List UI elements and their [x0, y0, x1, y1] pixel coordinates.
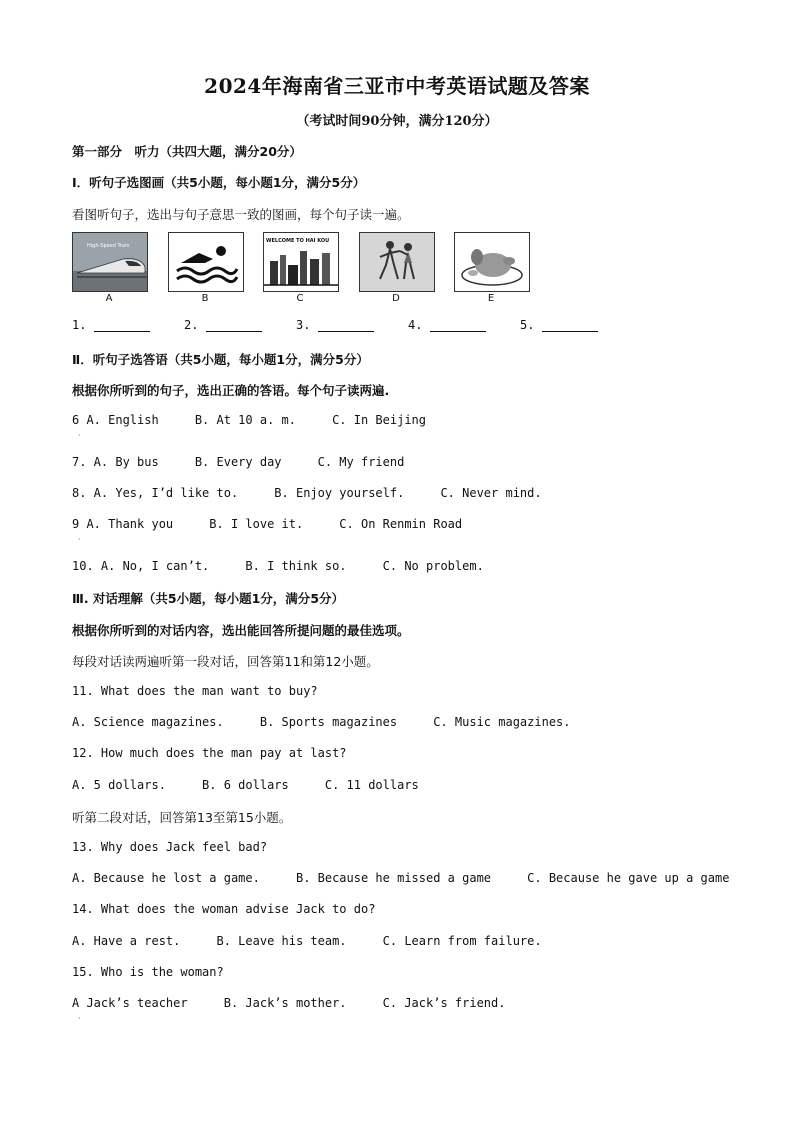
question-14: 14. What does the woman advise Jack to do?: [72, 902, 376, 916]
picture-c-caption: WELCOME TO HAI KOU: [266, 238, 330, 244]
mark-dot: ·: [78, 431, 81, 440]
question-11-options: A. Science magazines. B. Sports magazines C. Music magazines.: [72, 715, 571, 729]
picture-label-e: E: [487, 293, 495, 304]
question-9: 9 A. Thank you B. I love it. C. On Renmin Road: [72, 517, 463, 531]
section3-instruction: 根据你所听到的对话内容，选出能回答所提问题的最佳选项。: [72, 623, 410, 638]
blank-underline: [318, 319, 374, 332]
question-13-options: A. Because he lost a game. B. Because he missed a game C. Because he gave up a game: [72, 871, 730, 885]
blank-2[interactable]: [184, 318, 262, 332]
blank-4[interactable]: [408, 318, 486, 332]
picture-b: [168, 232, 244, 292]
question-15: 15. Who is the woman?: [72, 965, 224, 979]
blank-number: 1.: [72, 318, 87, 332]
section1-instruction: 看图听句子，选出与句子意思一致的图画，每个句子读一遍。: [72, 207, 410, 222]
picture-d: [359, 232, 435, 292]
picture-a: [72, 232, 148, 292]
dancing-icon: [360, 233, 434, 291]
section3-heading: Ⅲ. 对话理解（共5小题，每小题1分，满分5分）: [72, 591, 345, 606]
blank-number: 4.: [408, 318, 423, 332]
blank-underline: [206, 319, 262, 332]
document-title: 2024年海南省三亚市中考英语试题及答案: [204, 74, 590, 98]
picture-label-b: B: [201, 293, 209, 304]
blank-number: 5.: [520, 318, 535, 332]
blank-underline: [542, 319, 598, 332]
question-15-options: A Jack’s teacher B. Jack’s mother. C. Jack’s friend.: [72, 996, 506, 1010]
high-speed-train-icon: [73, 233, 147, 291]
question-12: 12. How much does the man pay at last?: [72, 746, 347, 760]
blank-5[interactable]: [520, 318, 598, 332]
section1-heading: Ⅰ．听句子选图画（共5小题，每小题1分，满分5分）: [72, 175, 366, 190]
mark-dot: ·: [78, 1014, 81, 1023]
question-7: 7. A. By bus B. Every day C. My friend: [72, 455, 405, 469]
picture-c: [263, 232, 339, 292]
question-14-options: A. Have a rest. B. Leave his team. C. Learn from failure.: [72, 934, 542, 948]
dialog2-intro: 听第二段对话，回答第13至第15小题。: [72, 810, 292, 825]
section2-heading: Ⅱ．听句子选答语（共5小题，每小题1分，满分5分）: [72, 352, 369, 367]
blank-number: 3.: [296, 318, 311, 332]
question-12-options: A. 5 dollars. B. 6 dollars C. 11 dollars: [72, 778, 419, 792]
blank-underline: [94, 319, 150, 332]
part1-heading: 第一部分 听力（共四大题，满分20分）: [72, 144, 302, 159]
section2-instruction: 根据你所听到的句子，选出正确的答语。每个句子读两遍.: [72, 383, 390, 398]
swimming-icon: [169, 233, 243, 291]
blank-underline: [430, 319, 486, 332]
blank-3[interactable]: [296, 318, 374, 332]
document-subtitle: （考试时间90分钟，满分120分）: [296, 114, 498, 129]
city-skyline-icon: [264, 233, 338, 291]
roast-chicken-icon: [455, 233, 529, 291]
dialog1-intro: 每段对话读两遍听第一段对话，回答第11和第12小题。: [72, 654, 379, 669]
picture-label-c: C: [296, 293, 304, 304]
question-10: 10. A. No, I can’t. B. I think so. C. No problem.: [72, 559, 484, 573]
blank-1[interactable]: [72, 318, 150, 332]
picture-e: [454, 232, 530, 292]
question-13: 13. Why does Jack feel bad?: [72, 840, 268, 854]
picture-label-d: D: [392, 293, 400, 304]
picture-label-a: A: [105, 293, 113, 304]
question-6: 6 A. English B. At 10 a. m. C. In Beijing: [72, 413, 427, 427]
picture-a-caption: High-Speed Train: [87, 243, 130, 249]
blank-number: 2.: [184, 318, 199, 332]
question-8: 8. A. Yes, I’d like to. B. Enjoy yourself. C. Never mind.: [72, 486, 542, 500]
question-11: 11. What does the man want to buy?: [72, 684, 318, 698]
mark-dot: ·: [78, 535, 81, 544]
